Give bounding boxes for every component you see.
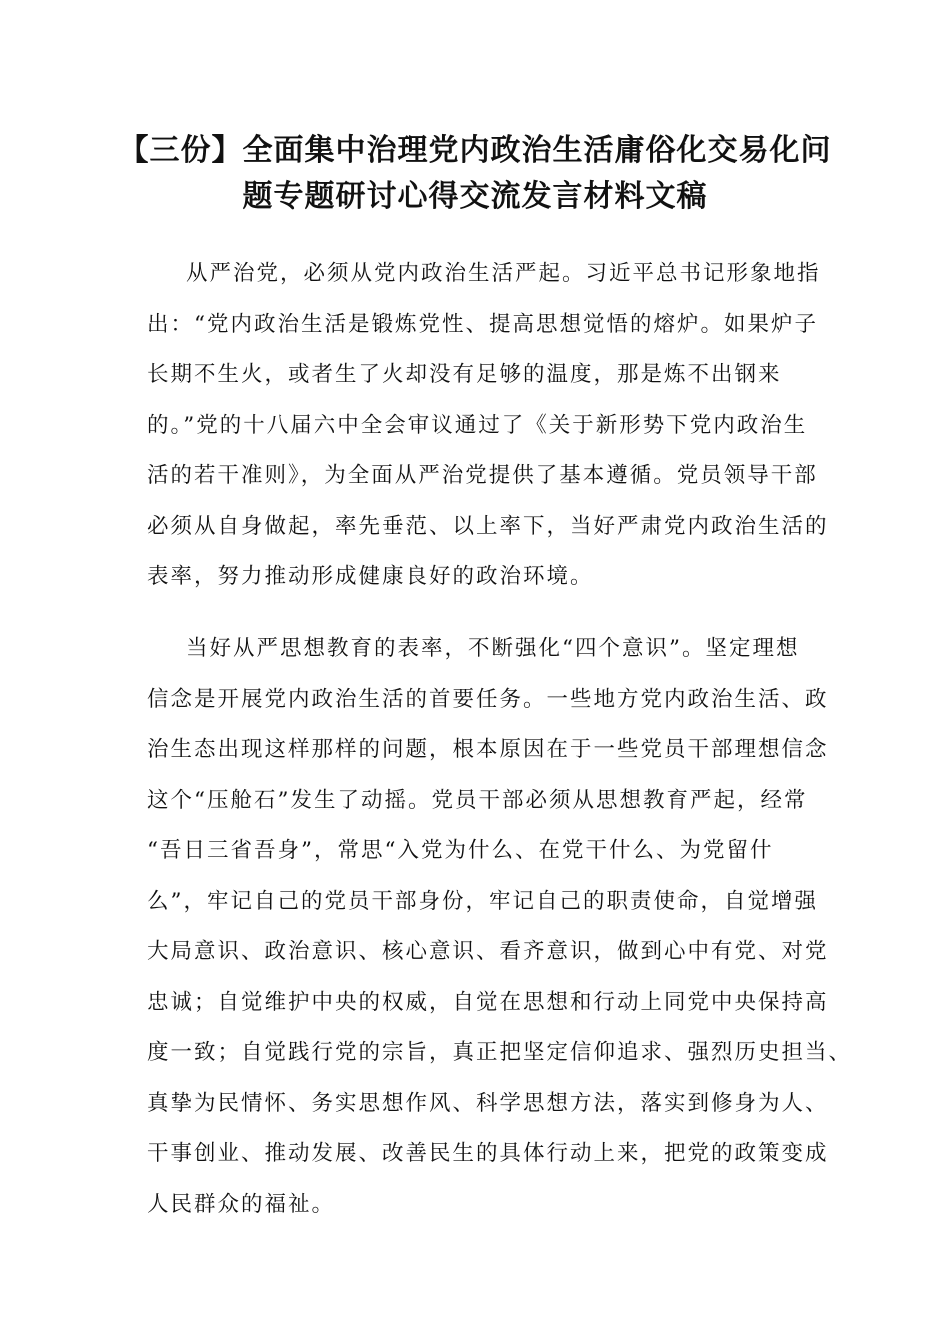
text-line: 活的若干准则》，为全面从严治党提供了基本遵循。党员领导干部 [147, 463, 818, 488]
body-paragraph [147, 624, 853, 1230]
text-line: 忠诚；自觉维护中央的权威，自觉在思想和行动上同党中央保持高 [147, 989, 829, 1015]
text-line: 表率，努力推动形成健康良好的政治环境。 [147, 564, 594, 589]
text-line: 人民群众的福祉。 [147, 1191, 336, 1217]
title-line: 【三份】全面集中治理党内政治生活庸俗化交易化问 [118, 133, 832, 168]
text-line: 信念是开展党内政治生活的首要任务。一些地方党内政治生活、政 [147, 686, 829, 712]
text-line: 治生态出现这样那样的问题，根本原因在于一些党员干部理想信念 [147, 737, 829, 762]
text-line: 干事创业、推动发展、改善民生的具体行动上来，把党的政策变成 [147, 1141, 829, 1166]
title-line: 题专题研讨心得交流发言材料文稿 [242, 179, 708, 214]
text-line: 这个“压舱石”发生了动摇。党员干部必须从思想教育严起，经常 [147, 787, 808, 813]
text-line: “吾日三省吾身”，常思“入党为什么、在党干什么、为党留什 [147, 838, 774, 863]
text-line: 必须从自身做起，率先垂范、以上率下，当好严肃党内政治生活的 [147, 513, 829, 539]
body-paragraph [147, 249, 827, 603]
text-line: 从严治党，必须从党内政治生活严起。习近平总书记形象地指 [186, 261, 821, 286]
text-line: 么”，牢记自己的党员干部身份，牢记自己的职责使命，自觉增强 [147, 888, 818, 914]
document-title [100, 128, 850, 220]
text-line: 出：“党内政治生活是锻炼党性、提高思想觉悟的熔炉。如果炉子 [147, 311, 818, 337]
text-line: 当好从严思想教育的表率，不断强化“四个意识”。坚定理想 [186, 636, 800, 661]
text-line: 真挚为民情怀、务实思想作风、科学思想方法，落实到修身为人、 [147, 1090, 829, 1116]
text-line: 大局意识、政治意识、核心意识、看齐意识，做到心中有党、对党 [147, 939, 829, 964]
text-line: 度一致；自觉践行党的宗旨，真正把坚定信仰追求、强烈历史担当、 [147, 1040, 853, 1065]
text-line: 长期不生火，或者生了火却没有足够的温度，那是炼不出钢来 [147, 362, 782, 387]
text-line: 的。”党的十八届六中全会审议通过了《关于新形势下党内政治生 [147, 412, 808, 438]
